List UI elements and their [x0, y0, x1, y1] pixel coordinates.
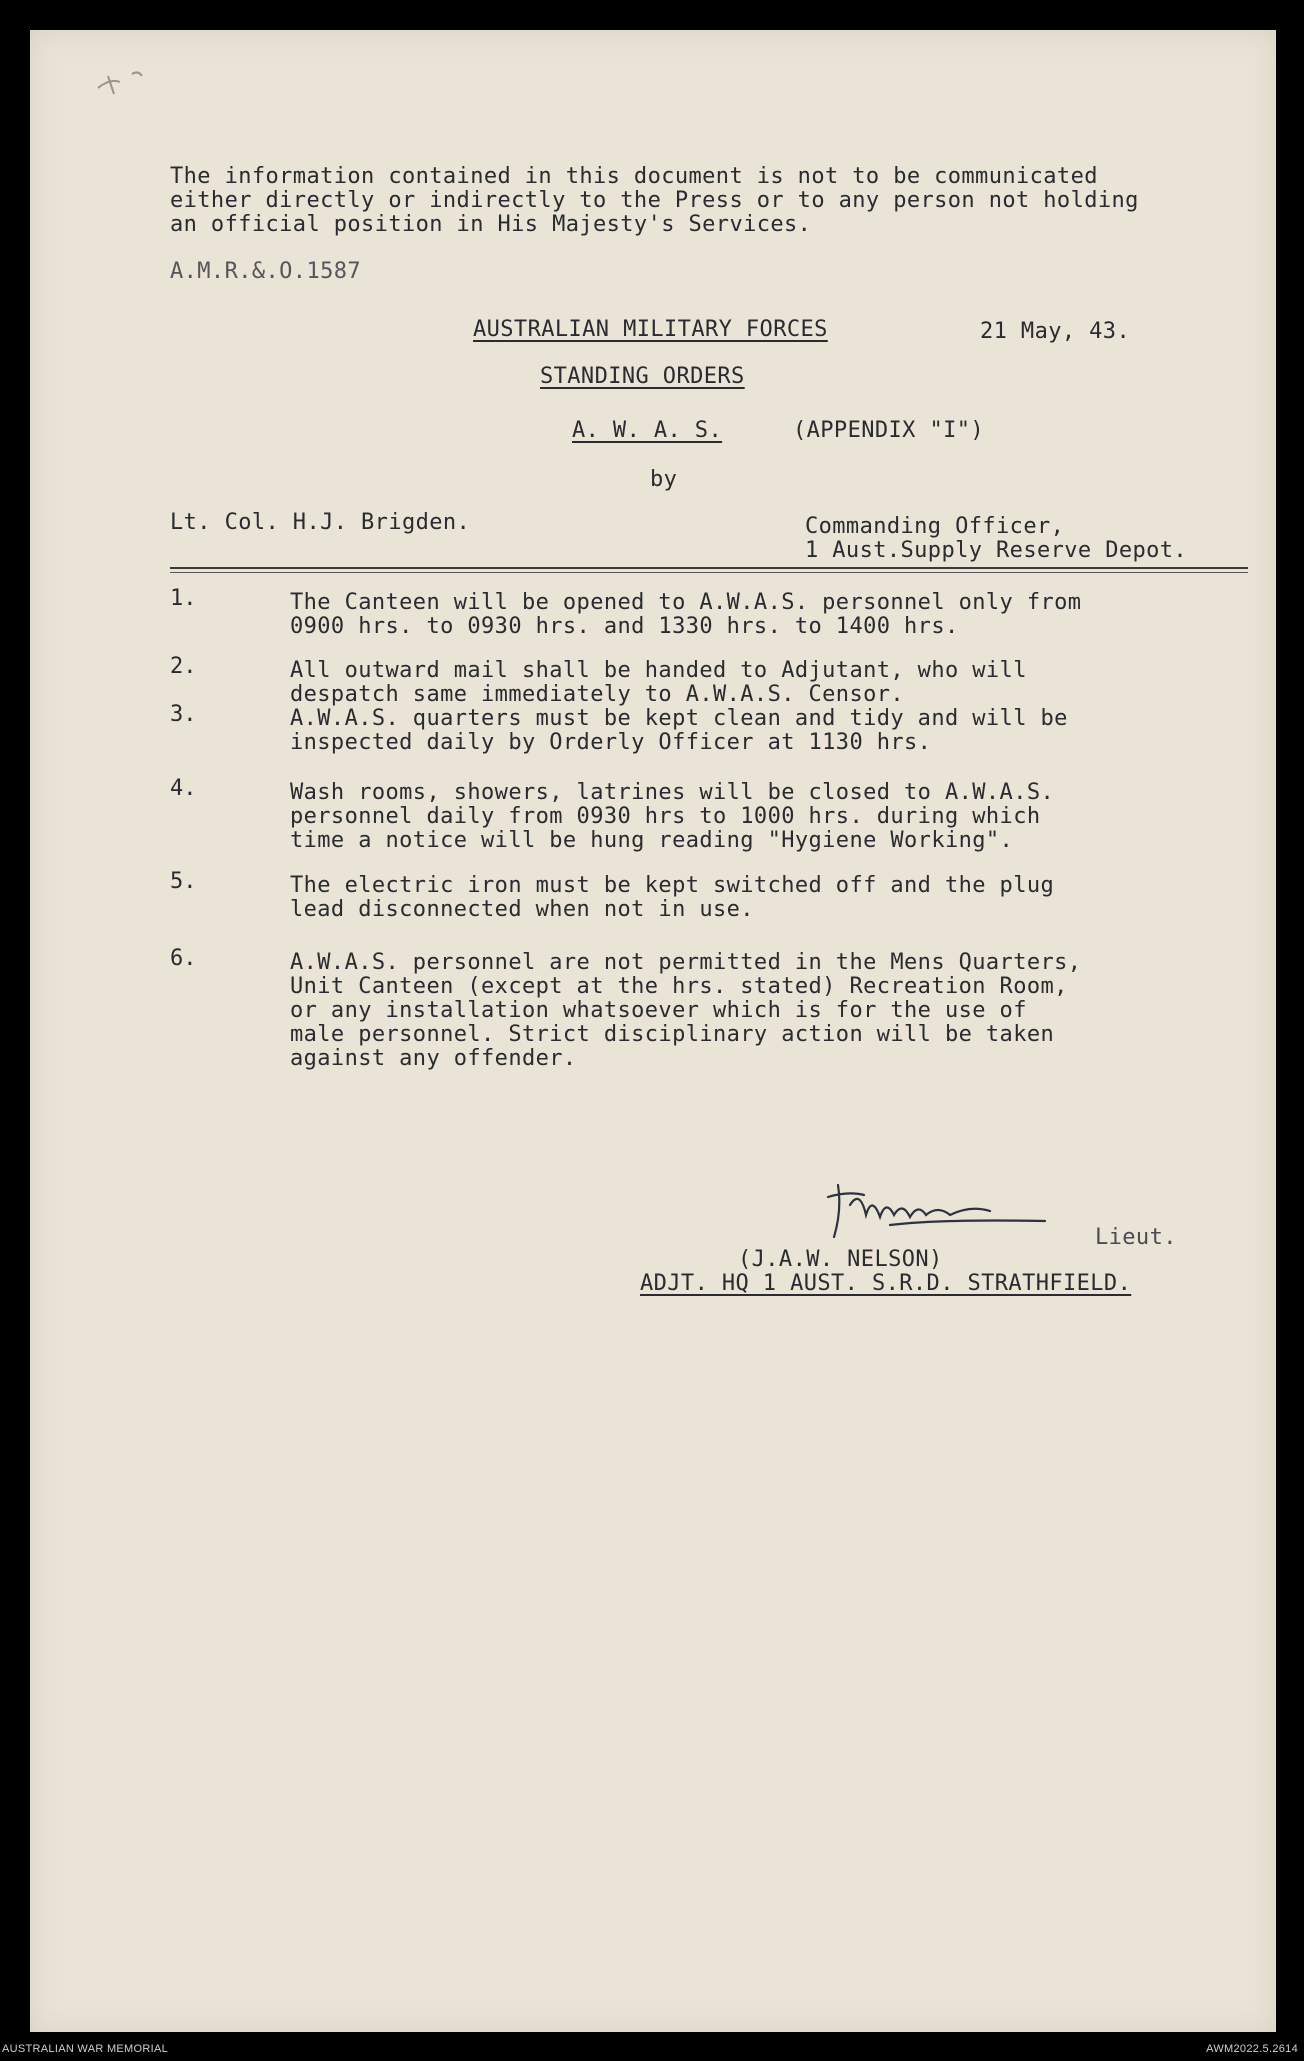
heading-standing-orders: STANDING ORDERS: [540, 364, 745, 389]
heading-date: 21 May, 43.: [980, 319, 1131, 344]
order-1-number: 1.: [170, 586, 197, 611]
order-2-number: 2.: [170, 654, 197, 679]
security-notice-line-3: an official position in His Majesty's Services.: [170, 212, 812, 237]
document-page: [30, 30, 1276, 2032]
heading-forces: AUSTRALIAN MILITARY FORCES: [473, 317, 828, 342]
header-rule: [170, 567, 1248, 569]
footer-institution: AUSTRALIAN WAR MEMORIAL: [2, 2043, 169, 2055]
heading-appendix: (APPENDIX "I"): [793, 418, 985, 443]
heading-by: by: [650, 467, 678, 492]
footer-accession-number: AWM2022.5.2614: [1206, 2043, 1298, 2055]
signatory-rank: Lieut.: [1095, 1225, 1177, 1250]
security-notice-line-1: The information contained in this document is not to be communicated: [170, 164, 1098, 189]
order-2-text: All outward mail shall be handed to Adjutant, who will despatch same immediately to A.W.A.S. Censor.: [290, 658, 1027, 707]
signatory-title: ADJT. HQ 1 AUST. S.R.D. STRATHFIELD.: [640, 1271, 1132, 1296]
security-notice-line-2: either directly or indirectly to the Press or to any person not holding: [170, 188, 1139, 213]
header-rule-secondary: [170, 572, 1248, 573]
order-5-number: 5.: [170, 869, 197, 894]
order-6-number: 6.: [170, 946, 197, 971]
handwritten-signature: [820, 1175, 1060, 1250]
reference-number: A.M.R.&.O.1587: [170, 259, 362, 284]
issuer-name: Lt. Col. H.J. Brigden.: [170, 510, 471, 535]
order-4-number: 4.: [170, 776, 197, 801]
pin-mark-icon: [90, 58, 160, 98]
order-4-text: Wash rooms, showers, latrines will be closed to A.W.A.S. personnel daily from 0930 hrs to 1000 hrs. during which time a notice will be hung reading "Hygiene Working".: [290, 780, 1055, 853]
order-3-text: A.W.A.S. quarters must be kept clean and tidy and will be inspected daily by Orderly Officer at 1130 hrs.: [290, 706, 1068, 755]
order-5-text: The electric iron must be kept switched off and the plug lead disconnected when not in use.: [290, 873, 1055, 922]
order-1-text: The Canteen will be opened to A.W.A.S. personnel only from 0900 hrs. to 0930 hrs. and 1330 hrs. to 1400 hrs.: [290, 590, 1082, 639]
heading-unit: A. W. A. S.: [572, 418, 723, 443]
order-3-number: 3.: [170, 702, 197, 727]
issuer-role-line-1: Commanding Officer,: [805, 514, 1065, 539]
order-6-text: A.W.A.S. personnel are not permitted in the Mens Quarters, Unit Canteen (except at the hrs. stated) Recreation Room, or any installation whatsoever which is for the use of male personnel. Strict disciplinary action will be taken against any offender.: [290, 950, 1082, 1071]
signatory-name: (J.A.W. NELSON): [738, 1247, 943, 1272]
issuer-role-line-2: 1 Aust.Supply Reserve Depot.: [805, 538, 1188, 563]
